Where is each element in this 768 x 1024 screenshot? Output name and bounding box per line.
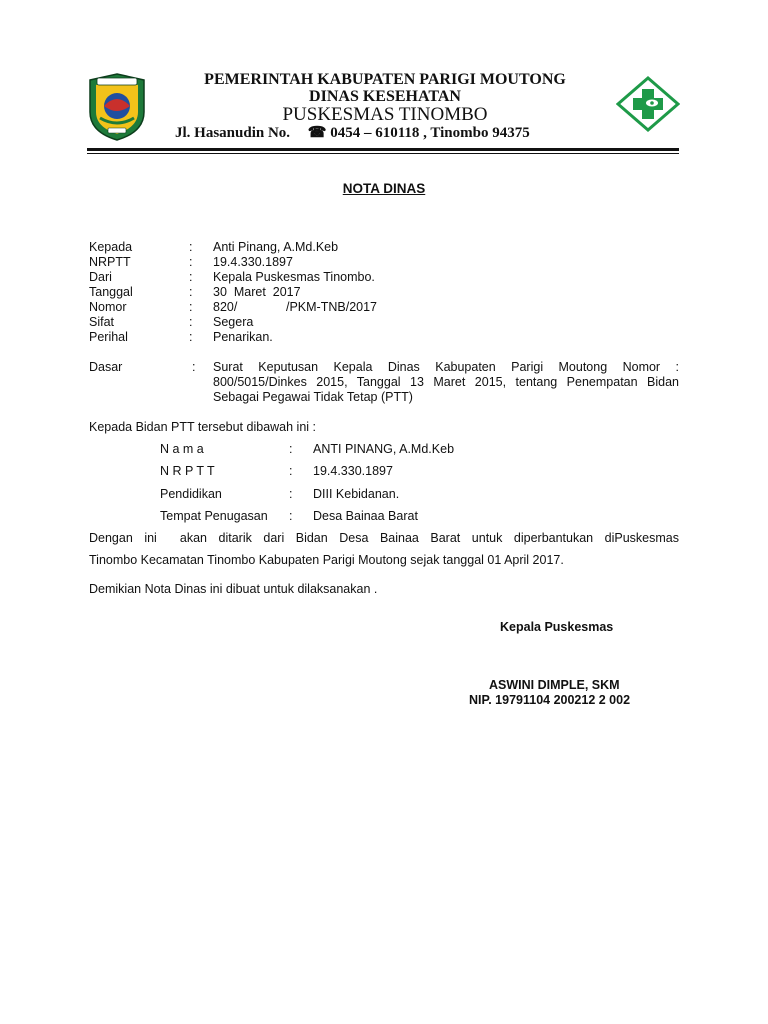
field-value: 820/ (213, 300, 238, 314)
detail-colon: : (289, 442, 293, 456)
detail-colon: : (289, 487, 293, 501)
field-label: Perihal (89, 330, 128, 344)
field-label: Kepada (89, 240, 133, 254)
detail-label: Pendidikan (160, 487, 222, 501)
header-department-line: DINAS KESEHATAN (309, 88, 461, 105)
dasar-colon: : (192, 360, 196, 374)
dasar-label: Dasar (89, 360, 123, 374)
field-value: 19.4.330.1897 (213, 255, 293, 269)
header-address (175, 123, 530, 142)
field-value: 30 Maret 2017 (213, 285, 301, 299)
body-line: Dengan ini akan ditarik dari Bidan Desa Bainaa Barat untuk diperbantukan diPuskesmas (89, 531, 679, 545)
detail-value: DIII Kebidanan. (313, 487, 400, 501)
field-colon: : (189, 270, 193, 284)
field-label: Tanggal (89, 285, 133, 299)
field-colon: : (189, 315, 193, 329)
phone-text: 0454 – 610118 , Tinombo 94375 (330, 125, 530, 141)
field-label: Dari (89, 270, 112, 284)
closing-text: Demikian Nota Dinas ini dibuat untuk dilaksanakan . (89, 582, 378, 596)
signature-position: Kepala Puskesmas (500, 620, 614, 634)
document-title: NOTA DINAS (342, 181, 426, 196)
header-rule-thin (87, 153, 679, 154)
signature-nip: NIP. 19791104 200212 2 002 (469, 693, 631, 707)
dasar-line: Surat Keputusan Kepala Dinas Kabupaten Parigi Moutong Nomor : (213, 360, 679, 374)
phone-icon: ☎ (307, 125, 327, 141)
header-puskesmas-name: PUSKESMAS TINOMBO (282, 104, 488, 125)
field-colon: : (189, 285, 193, 299)
kabupaten-emblem-logo (86, 72, 148, 142)
detail-colon: : (289, 464, 293, 478)
puskesmas-cross-logo (616, 76, 680, 132)
field-value: Kepala Puskesmas Tinombo. (213, 270, 375, 284)
detail-value: ANTI PINANG, A.Md.Keb (313, 442, 455, 456)
detail-label: N R P T T (160, 464, 215, 478)
field-value-suffix: /PKM-TNB/2017 (286, 300, 378, 314)
dasar-line: Sebagai Pegawai Tidak Tetap (PTT) (213, 390, 413, 404)
signature-name: ASWINI DIMPLE, SKM (489, 678, 620, 692)
detail-label: N a m a (160, 442, 204, 456)
field-label: Nomor (89, 300, 127, 314)
header-rule-thick (87, 148, 679, 151)
intro-text: Kepada Bidan PTT tersebut dibawah ini : (89, 420, 316, 434)
body-line: Tinombo Kecamatan Tinombo Kabupaten Parigi Moutong sejak tanggal 01 April 2017. (89, 553, 564, 567)
detail-value: 19.4.330.1897 (313, 464, 393, 478)
field-colon: : (189, 240, 193, 254)
field-colon: : (189, 300, 193, 314)
detail-value: Desa Bainaa Barat (313, 509, 418, 523)
detail-colon: : (289, 509, 293, 523)
detail-label: Tempat Penugasan (160, 509, 268, 523)
address-text: Jl. Hasanudin No. (175, 125, 291, 141)
header-government-line: PEMERINTAH KABUPATEN PARIGI MOUTONG (204, 71, 566, 88)
dasar-line: 800/5015/Dinkes 2015, Tanggal 13 Maret 2015, tentang Penempatan Bidan (213, 375, 679, 389)
field-label: Sifat (89, 315, 115, 329)
field-value: Anti Pinang, A.Md.Keb (213, 240, 339, 254)
field-value: Segera (213, 315, 254, 329)
field-colon: : (189, 255, 193, 269)
field-colon: : (189, 330, 193, 344)
field-value: Penarikan. (213, 330, 273, 344)
field-label: NRPTT (89, 255, 131, 269)
